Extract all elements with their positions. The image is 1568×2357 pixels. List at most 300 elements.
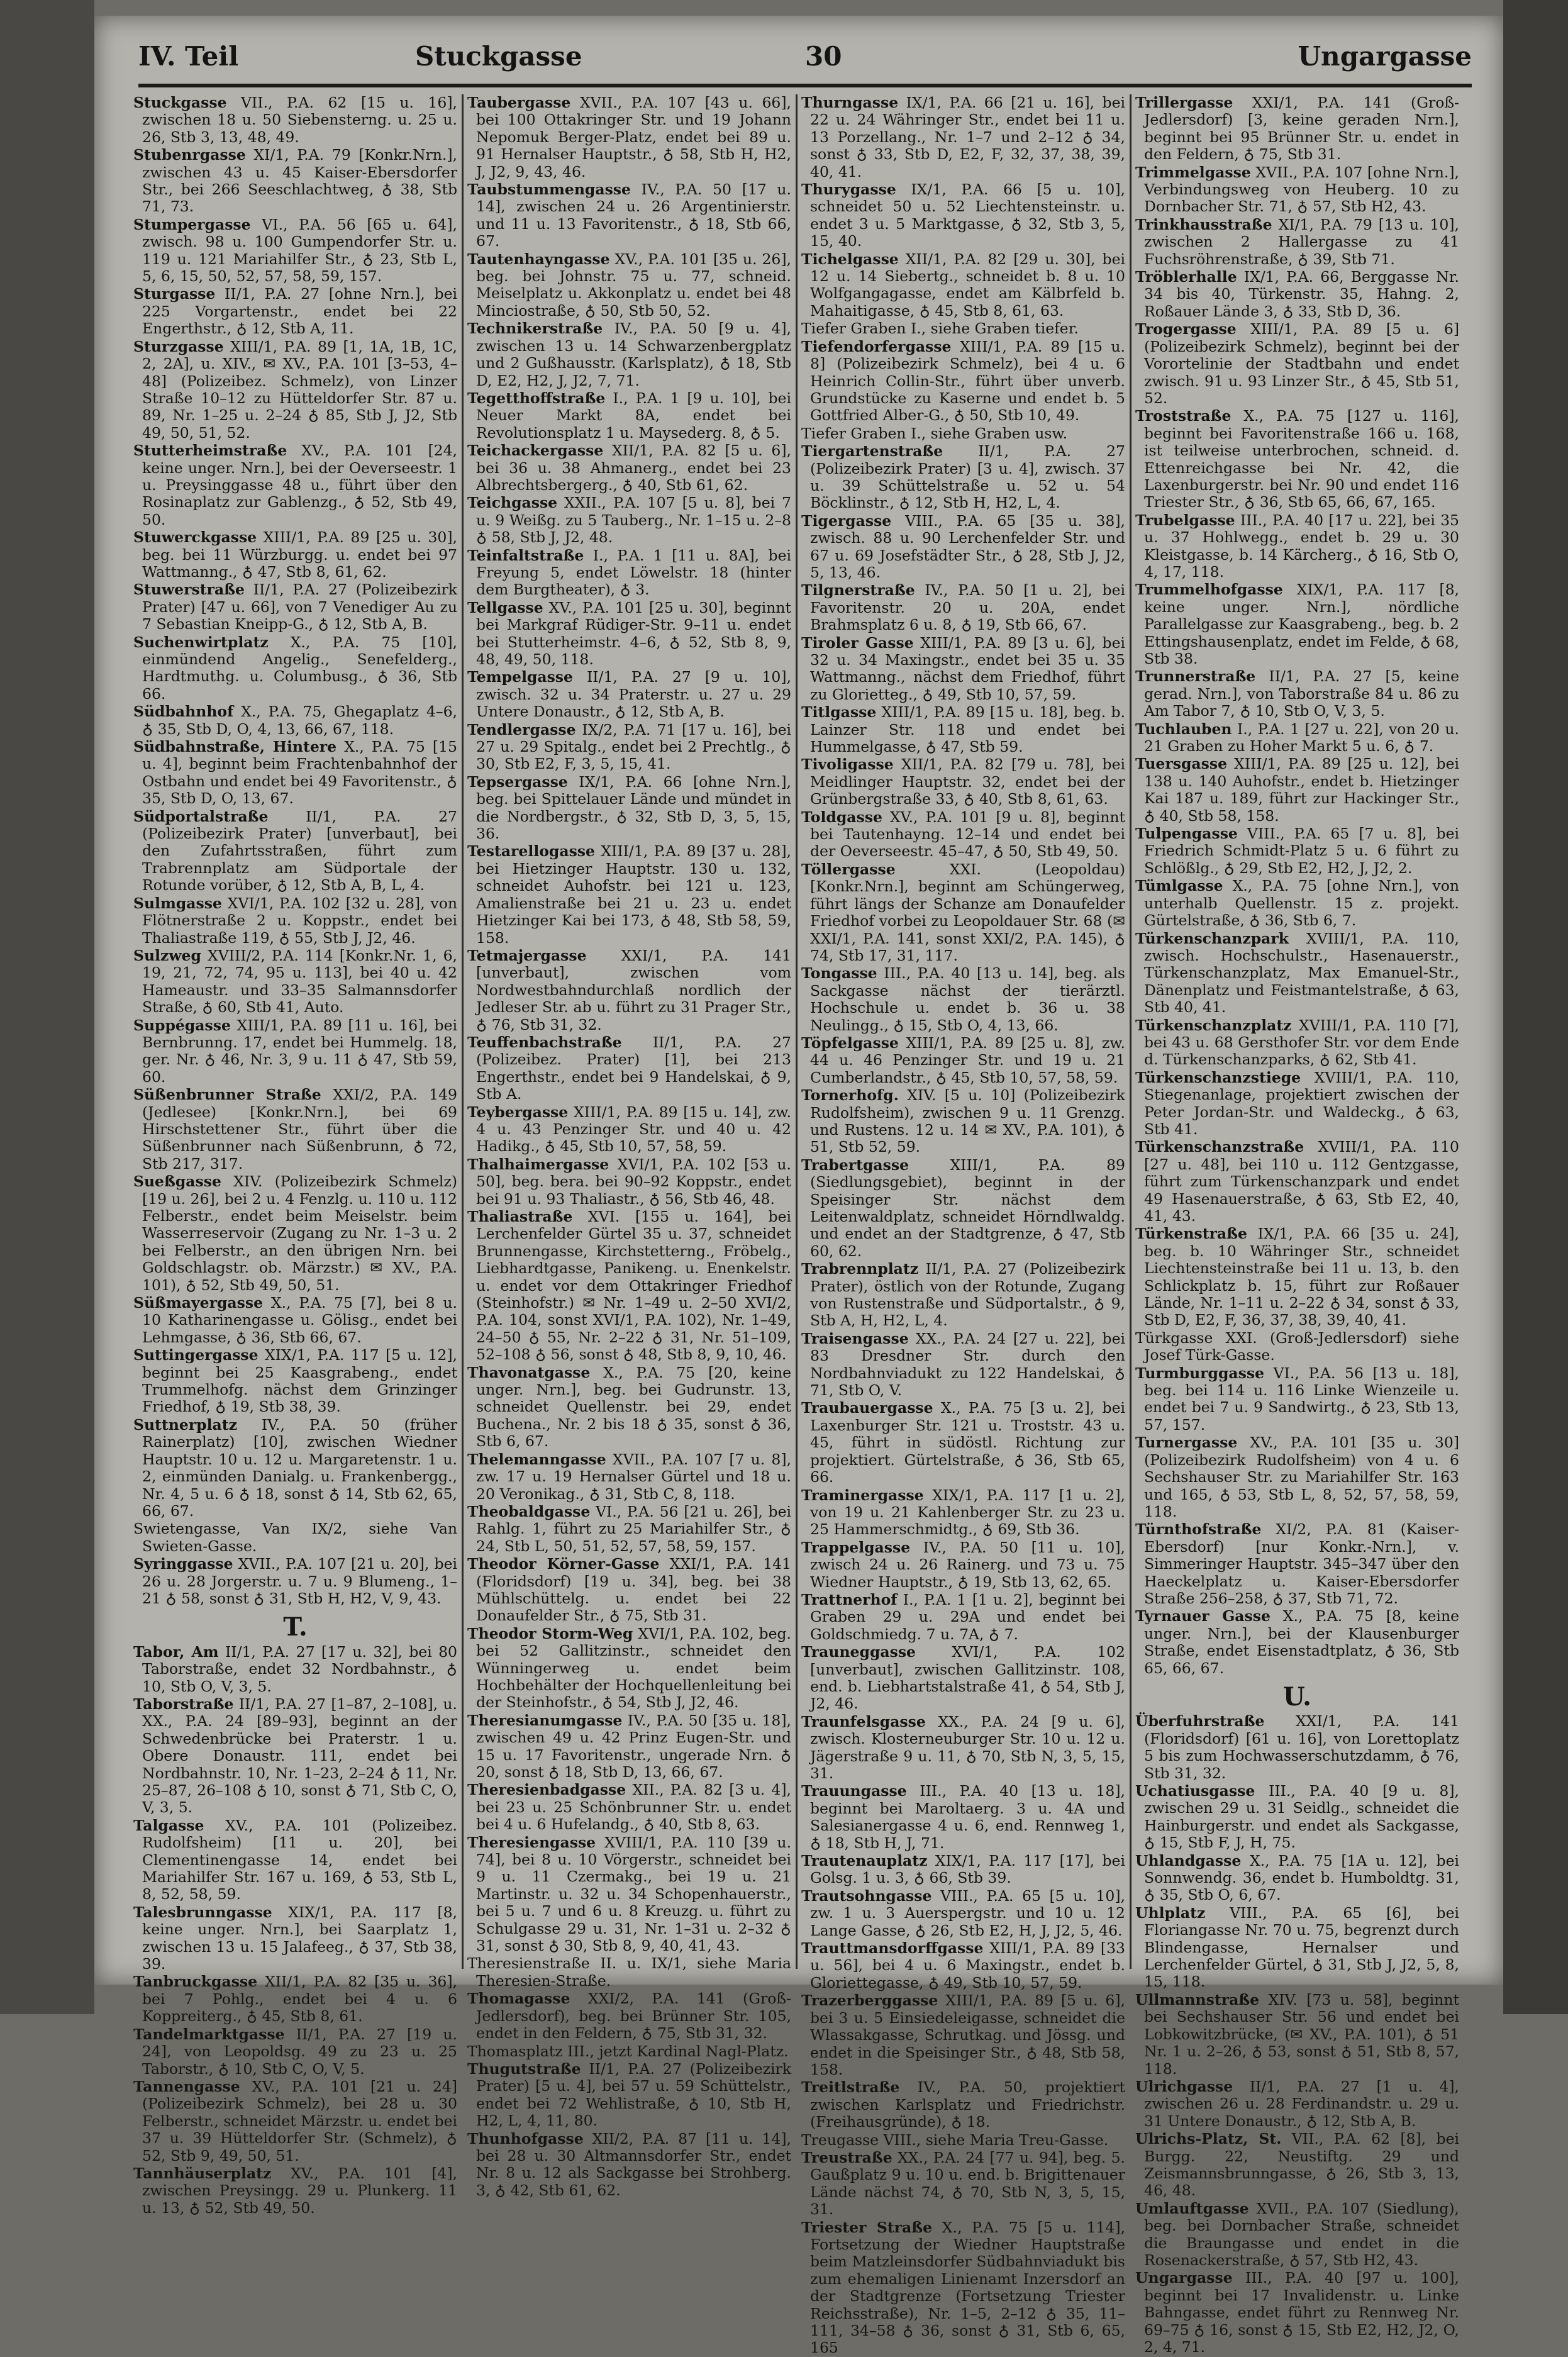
- street-name: Trillergasse: [1135, 94, 1233, 111]
- street-name: Stuckgasse: [133, 94, 227, 111]
- street-details: XV., P.A. 101 [21 u. 24] (Polizeibezirk Schmelz), bei 28 u. 30 Felberstr., schneidet Märzstr. u. endet bei 37 u. 39 Hütteldorfer Str. (Schmelz), ♁ 52, Stb 9, 49, 50, 51.: [142, 2077, 457, 2165]
- street-name: Töllergasse: [801, 860, 896, 878]
- street-entry: [1135, 164, 1459, 216]
- street-name: Troststraße: [1135, 407, 1232, 425]
- street-details: XIX/1, P.A. 117 [1 u. 2], von 19 u. 21 Kahlenberger Str. zu 23 u. 25 Hammerschmidtg., ♁ 69, Stb 36.: [810, 1486, 1125, 1539]
- street-entry: [133, 1644, 457, 1695]
- street-entry: [1135, 1521, 1459, 1607]
- street-details: VIII., P.A. 65 [5 u. 10], zw. 1 u. 3 Auerspergstr. und 10 u. 12 Lange Gasse, ♁ 26, Stb E2, H, J, J2, 5, 46.: [810, 1886, 1125, 1939]
- street-entry: [467, 599, 791, 669]
- street-details: IX/1, P.A. 66 [ohne Nrn.], beg. bei Spittelauer Lände und mündet in die Nordbergstr., ♁ 32, Stb D, 3, 5, 15, 36.: [476, 772, 791, 843]
- street-entry: [467, 1503, 791, 1555]
- street-entry: [133, 1086, 457, 1173]
- street-details: XIII/1, P.A. 89 [25 u. 30], beg. bei 11 Würzburgg. u. endet bei 97 Wattmanng., ♁ 47, Stb 8, 61, 62.: [142, 528, 457, 581]
- street-name: Traminergasse: [801, 1486, 924, 1504]
- street-details: III., P.A. 40 [13 u. 14], beg. als Sackgasse nächst der tierärztl. Hochschule u. endet b. 36 u. 38 Neulingg., ♁ 15, Stb O, 4, 13, 66.: [810, 964, 1125, 1034]
- street-name: Tannengasse: [133, 2077, 240, 2095]
- street-name: Trunnerstraße: [1135, 667, 1256, 686]
- street-entry: [1135, 1713, 1459, 1782]
- street-details: XXI/1, P.A. 141 [unverbaut], zwischen vom Nordwestbahndurchlaß nordlich der Jedleser Str. ab u. führt zu 31 Prager Str., ♁ 76, Stb 31, 32.: [476, 946, 791, 1034]
- street-details: I., P.A. 1 [11 u. 8A], bei Freyung 5, endet Löwelstr. 18 (hinter dem Burgtheater), ♁ 3.: [476, 546, 791, 599]
- street-details: X., P.A. 75 [15 u. 4], beginnt beim Frachtenbahnhof der Ostbahn und endet bei 49 Favoritenstr., ♁ 35, Stb D, O, 13, 67.: [142, 738, 457, 808]
- street-name: Tannhäuserplatz: [133, 2164, 272, 2182]
- street-entry: [133, 808, 457, 894]
- street-details: XIV. [73 u. 58], beginnt bei Sechshauser Str. 56 und endet bei Lobkowitzbrücke, (✉ XV., P.A. 101), ♁ 51 Nr. 1 u. 2–26, ♁ 53, sonst ♁ 51, Stb 8, 57, 118.: [1144, 1990, 1459, 2078]
- street-name: Trabertgasse: [801, 1156, 909, 1174]
- street-name: Suttingergasse: [133, 1346, 259, 1364]
- street-entry: [467, 1364, 791, 1451]
- street-name: Suppégasse: [133, 1016, 231, 1034]
- street-details: XIV. [5 u. 10] (Polizeibezirk Rudolfsheim), zwischen 9 u. 11 Grenzg. und Rustens. 12 u. 14 ✉ XV., P.A. 101), ♁ 51, Stb 52, 59.: [810, 1086, 1125, 1156]
- street-details: II/1, P.A. 27 [1 u. 4], zwischen 26 u. 28 Ferdinandstr. u. 29 u. 31 Untere Donaustr., ♁ 12, Stb A, B.: [1144, 2077, 1459, 2130]
- street-details: XVII., P.A. 107 [43 u. 66], bei 100 Ottakringer Str. und 19 Johann Nepomuk Berger-Platz, endet bei 89 u. 91 Hernalser Hauptstr., ♁ 58, Stb H, H2, J, J2, 9, 43, 46.: [476, 94, 791, 181]
- street-details: XIII/1, P.A. 89 [25 u. 12], bei 138 u. 140 Auhofstr., endet b. Hietzinger Kai 187 u. 189, führt zur Hackinger Str., ♁ 40, Stb 58, 158.: [1144, 755, 1459, 825]
- street-details: XIII/1, P.A. 89 [25 u. 8], zw. 44 u. 46 Penzinger Str. und 19 u. 21 Cumberlandstr., ♁ 45, Stb 10, 57, 58, 59.: [810, 1034, 1125, 1086]
- street-name: Trauttmansdorffgasse: [801, 1939, 984, 1958]
- street-entry: [801, 2079, 1125, 2131]
- street-name: Trummelhofgasse: [1135, 581, 1283, 599]
- street-details: XI/1, P.A. 79 [13 u. 10], zwischen 2 Hallergasse zu 41 Fuchsröhrenstraße, ♁ 39, Stb 71.: [1144, 215, 1459, 268]
- street-entry: [133, 1520, 457, 1555]
- street-details: IX/2, P.A. 71 [17 u. 16], bei 27 u. 29 Spitalg., endet bei 2 Prechtlg., ♁ 30, Stb E2, F, 3, 5, 15, 41.: [476, 720, 791, 773]
- street-entry: [467, 390, 791, 442]
- street-entry: [133, 703, 457, 738]
- street-entry: [1135, 1330, 1459, 1364]
- street-entry: [133, 2078, 457, 2165]
- street-name: Türkenschanzstiege: [1135, 1068, 1301, 1086]
- street-entry: [467, 2061, 791, 2130]
- street-details: X., P.A. 75 [127 u. 116], beginnt bei Favoritenstraße 166 u. 168, ist teilweise unterbrochen, schneid. d. Ettenreichgasse bei Nr. 42, die Laxenburgerstr. bei Nr. 90 und endet 116 Triester Str., ♁ 36, Stb 65, 66, 67, 165.: [1144, 407, 1459, 511]
- street-entry: [1135, 878, 1459, 929]
- street-entry: [133, 1973, 457, 2025]
- street-name: Ungargasse: [1135, 2269, 1233, 2287]
- street-details: I., P.A. 1 [1 u. 2], beginnt bei Graben 29 u. 29A und endet bei Goldschmiedg. 7 u. 7A, ♁ 7.: [810, 1590, 1125, 1643]
- street-entry: [467, 1556, 791, 1625]
- column-1: [133, 94, 457, 2217]
- page-header: [138, 41, 1472, 79]
- street-name: Treustraße: [801, 2148, 892, 2166]
- street-entry: [133, 2026, 457, 2078]
- street-name: Thomagasse: [467, 1990, 570, 2008]
- street-entry: [467, 547, 791, 599]
- street-name: Südportalstraße: [133, 807, 269, 825]
- street-name: Trauneggasse: [801, 1643, 916, 1661]
- street-details: IX/1, P.A. 66 [5 u. 10], schneidet 50 u. 52 Liechtensteinstr. u. endet 3 u. 5 Marktgasse, ♁ 32, Stb 3, 5, 15, 40.: [810, 181, 1125, 250]
- street-entry: [1135, 2270, 1459, 2356]
- street-details: IV., P.A. 50, projektiert zwischen Karlsplatz und Friedrichstr. (Freihausgründe), ♁ 18.: [810, 2078, 1125, 2131]
- street-name: Titlgasse: [801, 703, 877, 722]
- column-divider: [462, 94, 464, 1969]
- street-entry: [801, 1992, 1125, 2078]
- street-entry: [1135, 930, 1459, 1017]
- street-entry: [467, 1955, 791, 1990]
- street-name: Testarellogasse: [467, 842, 595, 861]
- street-entry: [133, 338, 457, 442]
- street-entry: [801, 861, 1125, 964]
- street-entry: [801, 443, 1125, 512]
- street-name: Tivoligasse: [801, 755, 894, 774]
- street-entry: [467, 774, 791, 843]
- street-details: IV., P.A. 50 (früher Rainerplatz) [10], zwischen Wiedner Hauptstr. 10 u. 12 u. Margaretenstr. 1 u. 2, einmünden Danialg. u. Frankenbergg., Nr. 4, 5 u. 6 ♁ 18, sonst ♁ 14, Stb 62, 65, 66, 67.: [142, 1415, 457, 1520]
- street-name: Theodor Storm-Weg: [467, 1624, 633, 1642]
- street-entry: [133, 1904, 457, 1973]
- street-name: Technikerstraße: [467, 320, 603, 338]
- street-name: Trazerberggasse: [801, 1992, 938, 2010]
- street-entry: [467, 1156, 791, 1208]
- street-entry: [801, 338, 1125, 425]
- street-details: XIII/1, P.A. 89 [1, 1A, 1B, 1C, 2, 2A], u. XIV., ✉ XV., P.A. 101 [3–53, 4–48] (Polizeibez. Schmelz), von Linzer Straße 10–12 zu Hütteldorfer Str. 87 u. 89, Nr. 1–25 u. 2–24 ♁ 85, Stb J, J2, Stb 49, 50, 51, 52.: [142, 337, 457, 442]
- street-name: Tempelgasse: [467, 668, 573, 686]
- street-details: XVIII/2, P.A. 114 [Konkr.Nr. 1, 6, 19, 21, 72, 74, 95 u. 113], bei 40 u. 42 Hameaustr. und 33–35 Salmannsdorfer Straße, ♁ 60, Stb 41, Auto.: [142, 946, 457, 1017]
- column-divider: [1130, 94, 1132, 1969]
- street-name: Sulzweg: [133, 946, 201, 964]
- street-details: II/1, P.A. 27 (Polizeibez. Prater) [1], bei 213 Engerthstr., endet bei 9 Handelskai, ♁ 9, Stb A.: [476, 1033, 791, 1103]
- street-entry: [801, 1087, 1125, 1156]
- street-name: Trappelgasse: [801, 1538, 911, 1556]
- section-letter: T.: [283, 1612, 308, 1642]
- street-entry: [1135, 1853, 1459, 1904]
- street-entry: [1135, 1069, 1459, 1139]
- street-entry: [1135, 755, 1459, 825]
- street-details: XVI/1, P.A. 102 [53 u. 50], beg. bera. bei 90–92 Koppstr., endet bei 91 u. 93 Thaliastr., ♁ 56, Stb 46, 48.: [476, 1155, 791, 1208]
- street-details: X., P.A. 75 [5 u. 114], Fortsetzung der Wiedner Hauptstraße beim Matzleinsdorfer Südbahnviadukt bis zum ehemaligen Linienamt Inzersdorf an der Stadtgrenze (Fortsetzung Triester Reichsstraße), Nr. 1–5, 2–12 ♁ 35, 11–111, 34–58 ♁ 36, sonst ♁ 31, Stb 6, 65, 165: [810, 2218, 1125, 2357]
- street-entry: [133, 581, 457, 633]
- street-entry: [467, 251, 791, 320]
- street-details: XVIII/1, P.A. 110 [27 u. 48], bei 110 u. 112 Gentzgasse, führt zum Türkenschanzpark und endet 49 Hasenauerstraße, ♁ 63, Stb E2, 40, 41, 43.: [1144, 1138, 1459, 1225]
- directory-page: [94, 16, 1503, 2357]
- street-name: Tornerhofg.: [801, 1086, 899, 1105]
- street-name: Thaliastraße: [467, 1208, 573, 1225]
- street-name: Uhlplatz: [1135, 1903, 1206, 1922]
- street-name: Uhlandgasse: [1135, 1851, 1242, 1869]
- street-entry: [1135, 1905, 1459, 1991]
- street-entry: [133, 1295, 457, 1346]
- column-divider: [796, 94, 798, 1969]
- street-entry: [467, 320, 791, 389]
- street-name: Theresianumgasse: [467, 1711, 623, 1729]
- street-name: Teichackergasse: [467, 442, 604, 460]
- street-name: Stubenrgasse: [133, 146, 246, 164]
- street-details: XVII., P.A. 107 (Siedlung), beg. bei Dornbacher Straße, schneidet die Braungasse und endet in die Rosenackerstraße, ♁ 57, Stb H2, 43.: [1144, 2199, 1459, 2269]
- street-name: Syringgasse: [133, 1555, 233, 1573]
- street-details: XI/1, P.A. 79 [Konkr.Nrn.], zwischen 43 u. 45 Kaiser-Ebersdorfer Str., bei 266 Seeschlachtweg, ♁ 38, Stb 71, 73.: [142, 146, 457, 216]
- street-name: Trauungasse: [801, 1782, 907, 1800]
- street-name: Tulpengasse: [1135, 825, 1238, 843]
- street-name: Traisengasse: [801, 1329, 909, 1347]
- street-entry: [133, 895, 457, 947]
- section-label: IV. Teil: [138, 41, 239, 72]
- street-details: VII., P.A. 62 [15 u. 16], zwischen 18 u. 50 Siebensterng. u. 25 u. 26, Stb 3, 13, 48, 49.: [142, 94, 457, 146]
- street-entry: [467, 181, 791, 250]
- street-entry: [1135, 581, 1459, 667]
- street-name: Tautenhayngasse: [467, 250, 610, 268]
- street-details: VIII., P.A. 65 [35 u. 38], zwisch. 88 u. 90 Lerchenfelder Str. und 67 u. 69 Josefstädter Str., ♁ 28, Stb J, J2, 5, 13, 46.: [810, 511, 1125, 581]
- street-details: XIII/1, P.A. 89 [15 u. 18], beg. b. Lainzer Str. 118 und endet bei Hummelgasse, ♁ 47, Stb 59.: [810, 703, 1125, 756]
- street-entry: [133, 1017, 457, 1086]
- street-entry: [801, 1330, 1125, 1400]
- street-entry: [467, 1104, 791, 1156]
- street-name: Tuersgasse: [1135, 755, 1228, 773]
- street-details: XIX/1, P.A. 117 [17], bei Golsg. 1 u. 3, ♁ 66, Stb 39.: [810, 1852, 1125, 1887]
- street-name: Theresiengasse: [467, 1833, 596, 1851]
- street-entry: [467, 494, 791, 546]
- street-name: Tabor, Am: [133, 1642, 219, 1661]
- street-name: Taubergasse: [467, 94, 571, 111]
- street-details: XVIII/1, P.A. 110, Stiegenanlage, projektiert zwischen der Peter Jordan-Str. und Waldeckg., ♁ 63, Stb 41.: [1144, 1068, 1459, 1138]
- street-name: Tiergartenstraße: [801, 442, 943, 460]
- street-details: III., P.A. 40 [97 u. 100], beginnt bei 17 Invalidenstr. u. Linke Bahngasse, endet führt zu Rennweg Nr. 69–75 ♁ 16, sonst ♁ 15, Stb E2, H2, J2, O, 2, 4, 71.: [1144, 2269, 1459, 2356]
- street-entry: [1135, 94, 1459, 164]
- street-name: Theobaldgasse: [467, 1502, 591, 1520]
- street-entry: [133, 147, 457, 216]
- street-name: Thalhaimergasse: [467, 1155, 609, 1173]
- street-entry: [467, 1781, 791, 1833]
- street-name: Südbahnhof: [133, 703, 234, 721]
- street-entry: [1135, 1434, 1459, 1520]
- street-details: X., P.A. 75, Ghegaplatz 4–6, ♁ 35, Stb D, O, 4, 13, 66, 67, 118.: [142, 703, 457, 738]
- street-details: XV., P.A. 101 (Polizeibez. Rudolfsheim) [11 u. 20], bei Clementinengasse 14, endet bei Mariahilfer Str. 167 u. 169, ♁ 53, Stb L, 8, 52, 58, 59.: [142, 1816, 457, 1903]
- street-name: Tuchlauben: [1135, 720, 1232, 738]
- street-entry: [801, 2149, 1125, 2219]
- street-details: XV., P.A. 101 [24, keine unger. Nrn.], bei der Oeverseestr. 1 u. Preysinggasse 48 u., führt über den Rosinaplatz zur Gablenzg., ♁ 52, Stb 49, 50.: [142, 442, 457, 528]
- street-name: Türkenschanzpark: [1135, 929, 1289, 947]
- column-4: [1135, 94, 1459, 2356]
- street-entry: [133, 1347, 457, 1416]
- street-entry: [1135, 269, 1459, 320]
- street-entry: [133, 94, 457, 146]
- header-rule: [138, 84, 1472, 87]
- street-entry: [467, 94, 791, 181]
- street-entry: [1135, 825, 1459, 877]
- street-name: Talgasse: [133, 1816, 204, 1834]
- street-name: Türkenschanzstraße: [1135, 1138, 1304, 1156]
- street-entry: [133, 947, 457, 1017]
- street-name: Ulrichs-Platz, St.: [1135, 2130, 1282, 2148]
- street-name: Tendlergasse: [467, 720, 576, 738]
- street-name: Tepsergasse: [467, 772, 568, 791]
- street-details: XVI. [155 u. 164], bei Lerchenfelder Gürtel 35 u. 37, schneidet Brunnengasse, Kirchstetterng., Fröbelg., Liebhardtgasse, Panikeng. u. Enenkelstr. u. endet vor dem Ottakringer Friedhof (Steinhofstr.) ✉ Nr. 1–49 u. 2–50 XVI/2, P.A. 104, sonst XVI/1, P.A. 102), Nr. 1–49, 24–50 ♁ 55, Nr. 2–22 ♁ 31, Nr. 51–109, 52–108 ♁ 56, sonst ♁ 48, Stb 8, 9, 10, 46.: [476, 1208, 791, 1364]
- street-details: XVIII/1, P.A. 110 [39 u. 74], bei 8 u. 10 Vörgerstr., schneidet bei 9 u. 11 Czermakg., bei 19 u. 21 Martinstr. u. 32 u. 34 Schopenhauerstr., bei 5 u. 7 und 6 u. 8 Kreuzg. u. führt zu Schulgasse 29 u. 31, Nr. 1–31 u. 2–32 ♁ 31, sonst ♁ 30, Stb 8, 9, 40, 41, 43.: [476, 1833, 791, 1955]
- street-details: XIV. (Polizeibezirk Schmelz) [19 u. 26], bei 2 u. 4 Fenzlg. u. 110 u. 112 Felberstr., endet beim Meiselstr. beim Wasserreservoir (Zugang zu Nr. 1–3 u. 2 bei Felberstr., an den übrigen Nrn. bei Goldschlagstr. ob. Märzstr.) ✉ XV., P.A. 101), ♁ 52, Stb 49, 50, 51.: [142, 1173, 457, 1294]
- street-name: Teichgasse: [467, 494, 558, 512]
- street-entry: [133, 216, 457, 286]
- street-name: Sueßgasse: [133, 1173, 221, 1191]
- street-details: II/1, P.A. 27 (Polizeibezirk Prater) [5 u. 4], bei 57 u. 59 Schüttelstr., endet bei 72 Wehlistraße, ♁ 10, Stb H, H2, L, 4, 11, 80.: [476, 2059, 791, 2130]
- street-name: Trinkhausstraße: [1135, 215, 1272, 233]
- street-details: II/1, P.A. 27 [17 u. 32], bei 80 Taborstraße, endet 32 Nordbahnstr., ♁ 10, Stb O, V, 3, 5.: [142, 1642, 457, 1695]
- street-entry: [467, 1712, 791, 1781]
- street-entry: [801, 320, 1125, 337]
- street-name: Tongasse: [801, 964, 877, 983]
- street-details: X., P.A. 75 [10], einmündend Angelig., Senefelderg., Hardtmuthg. u. Columbusg., ♁ 36, Stb 66.: [142, 633, 457, 703]
- street-entry: [133, 442, 457, 528]
- street-name: Turmburggasse: [1135, 1364, 1265, 1382]
- street-entry: [133, 1696, 457, 1817]
- street-name: Sturgasse: [133, 285, 216, 303]
- street-name: Tanbruckgasse: [133, 1973, 258, 1991]
- street-name: Tyrnauer Gasse: [1135, 1607, 1271, 1625]
- street-name: Suchenwirtplatz: [133, 633, 269, 651]
- street-name: Stutterheimstraße: [133, 442, 287, 460]
- street-name: Teinfaltstraße: [467, 546, 584, 564]
- section-letter: U.: [1282, 1681, 1312, 1712]
- street-details: XIII/1, P.A. 89 [5 u. 6], bei 3 u. 5 Einsiedeleigasse, schneidet die Wlassakgasse, Schrutkag. und Jössg. und endet in die Speisinger Str., ♁ 48, Stb 58, 158.: [810, 1992, 1125, 2078]
- street-entry: [801, 181, 1125, 250]
- street-name: Tigergasse: [801, 511, 892, 530]
- street-details: VI., P.A. 56 [65 u. 64], zwisch. 98 u. 100 Gumpendorfer Str. u. 119 u. 121 Mariahilfer Str., ♁ 23, Stb L, 5, 6, 15, 50, 52, 57, 58, 59, 157.: [142, 215, 457, 286]
- street-entry: [467, 669, 791, 720]
- street-entry: [801, 1261, 1125, 1330]
- street-name: Thurygasse: [801, 181, 896, 199]
- street-details: VIII., P.A. 65 [6], bei Floriangasse Nr. 70 u. 75, begrenzt durch Blindengasse, Hernalser und Lerchenfelder Gürtel, ♁ 31, Stb J, J2, 5, 8, 15, 118.: [1144, 1903, 1459, 1991]
- page-number: 30: [805, 41, 842, 72]
- street-details: Tiefer Graben I., siehe Graben tiefer.: [801, 320, 1079, 338]
- street-name: Türnthofstraße: [1135, 1520, 1262, 1539]
- street-details: XX., P.A. 24 [9 u. 6], zwisch. Klosterneuburger Str. 10 u. 12 u. Jägerstraße 9 u. 11, ♁ 70, Stb N, 3, 5, 15, 31.: [810, 1712, 1125, 1782]
- street-name: Theresienbadgasse: [467, 1781, 626, 1799]
- street-entry: [1135, 1365, 1459, 1434]
- street-details: XII/2, P.A. 87 [11 u. 14], bei 28 u. 30 Altmannsdorfer Str., endet Nr. 8 u. 12 als Sackgasse bei Strohberg. 3, ♁ 42, Stb 61, 62.: [476, 2129, 791, 2199]
- street-entry: [1135, 721, 1459, 755]
- street-details: Tiefer Graben I., siehe Graben usw.: [801, 424, 1068, 442]
- street-details: XXI/2, P.A. 141 (Groß-Jedlersdorf), beg. bei Brünner Str. 105, endet in den Feldern, ♁ 75, Stb 31, 32.: [476, 1990, 791, 2042]
- street-entry: [1135, 1608, 1459, 1677]
- street-name: Trogergasse: [1135, 320, 1237, 338]
- street-entry: [801, 1035, 1125, 1086]
- street-details: Treugasse VIII., siehe Maria Treu-Gasse.: [801, 2131, 1109, 2149]
- street-details: XVI/1, P.A. 102 [32 u. 28], von Flötnerstraße 2 u. Koppstr., endet bei Thaliastraße 119, ♁ 55, Stb J, J2, 46.: [142, 894, 457, 947]
- street-name: Süßmayergasse: [133, 1294, 264, 1312]
- street-name: Thunhofgasse: [467, 2129, 584, 2148]
- street-details: XX., P.A. 24 [27 u. 22], bei 83 Dresdner Str. durch den Nordbahnviadukt zu 122 Handelskai, ♁ 71, Stb O, V.: [810, 1329, 1125, 1400]
- street-details: XV., P.A. 101 [35 u. 30] (Polizeibezirk Rudolfsheim) von 4 u. 6 Sechshauser Str. zu Mariahilfer Str. 163 und 165, ♁ 53, Stb L, 8, 52, 57, 58, 59, 118.: [1144, 1434, 1459, 1520]
- street-entry: [801, 635, 1125, 704]
- street-details: XV., P.A. 101 [25 u. 30], beginnt bei Markgraf Rüdiger-Str. 9–11 u. endet bei Stutterheimstr. 4–6, ♁ 52, Stb 8, 9, 48, 49, 50, 118.: [476, 598, 791, 668]
- street-details: II/1, P.A. 27 (Polizeibezirk Prater) [unverbaut], bei den Zufahrtsstraßen, führt zum Trabrennplatz am Südportale der Rotunde vorüber, ♁ 12, Stb A, B, L, 4.: [142, 807, 457, 894]
- street-name: Treitlstraße: [801, 2078, 900, 2097]
- street-details: Theresienstraße II. u. IX/1, siehe Maria Theresien-Straße.: [467, 1954, 791, 1990]
- street-name: Thavonatgasse: [467, 1363, 591, 1381]
- street-details: XV., P.A. 101 [9 u. 8], beginnt bei Tautenhayng. 12–14 und endet bei der Oeverseestr. 45–47, ♁ 50, Stb 49, 50.: [810, 808, 1125, 861]
- street-entry: [133, 2165, 457, 2217]
- street-entry: [133, 634, 457, 703]
- street-name: Tichelgasse: [801, 250, 899, 268]
- street-details: XXI. (Leopoldau) [Konkr.Nrn.], beginnt am Schüngerweg, führt längs der Schanze am Donaufelder Friedhof vorbei zu Leopoldauer Str. 68 (✉ XXI/1, P.A. 141, sonst XXI/2, P.A. 145), ♁ 74, Stb 17, 31, 117.: [810, 860, 1125, 964]
- street-details: XXII., P.A. 107 [5 u. 8], bei 7 u. 9 Weißg. zu 5 Tauberg., Nr. 1–15 u. 2–8 ♁ 58, Stb J, J2, 48.: [476, 494, 791, 547]
- street-entry: [801, 1783, 1125, 1852]
- street-details: IV., P.A. 50 [1 u. 2], bei Favoritenstr. 20 u. 20A, endet Brahmsplatz 6 u. 8, ♁ 19, Stb 66, 67.: [810, 581, 1125, 634]
- street-name: Teuffenbachstraße: [467, 1033, 622, 1051]
- street-details: III., P.A. 40 [9 u. 8], zwischen 29 u. 31 Seidlg., schneidet die Hainburgerstr. und endet als Sackgasse, ♁ 15, Stb F, J, H, 75.: [1144, 1782, 1459, 1852]
- street-entry: [801, 251, 1125, 320]
- street-entry: [801, 756, 1125, 808]
- street-name: Trattnerhof: [801, 1590, 898, 1608]
- street-details: XIX/1, P.A. 117 [8, keine unger. Nrn.], bei Saarplatz 1, zwischen 13 u. 15 Jalafeeg., ♁ 37, Stb 38, 39.: [142, 1903, 457, 1973]
- street-entry: [801, 94, 1125, 181]
- street-details: X., P.A. 75 [1A u. 12], bei Sonnwendg. 36, endet b. Humboldtg. 31, ♁ 35, Stb O, 6, 67.: [1144, 1851, 1459, 1904]
- street-name: Töpfelgasse: [801, 1034, 899, 1052]
- street-name: Sulmgasse: [133, 894, 222, 912]
- street-name: Suttnerplatz: [133, 1415, 237, 1434]
- scan-edge-right: [1503, 0, 1568, 2014]
- street-details: III., P.A. 40 [17 u. 22], bei 35 u. 37 Hohlwegg., endet b. 29 u. 30 Kleistgasse, b. 14 Kärcherg., ♁ 16, Stb O, 4, 17, 118.: [1144, 511, 1459, 581]
- last-street: Ungargasse: [1298, 41, 1472, 72]
- street-name: Trautenauplatz: [801, 1852, 928, 1870]
- street-name: Überfuhrstraße: [1135, 1712, 1265, 1730]
- street-entry: [467, 1625, 791, 1712]
- street-details: XVIII/1, P.A. 110 [7], bei 43 u. 68 Gersthofer Str. vor dem Ende d. Türkenschanzparks, ♁ 62, Stb 41.: [1144, 1016, 1459, 1069]
- street-details: XII/1, P.A. 82 [29 u. 30], bei 12 u. 14 Siebertg., schneidet b. 8 u. 10 Wolfgangagasse, endet am Kälbrfeld b. Mahaitigasse, ♁ 45, Stb 8, 61, 63.: [810, 250, 1125, 320]
- street-entry: [467, 843, 791, 946]
- street-entry: [467, 1034, 791, 1103]
- street-details: IV., P.A. 50 [35 u. 18], zwischen 49 u. 42 Prinz Eugen-Str. und 15 u. 17 Favoritenstr., ungerade Nrn. ♁ 20, sonst ♁ 18, Stb D, 13, 66, 67.: [476, 1711, 791, 1781]
- street-details: X., P.A. 75 [3 u. 2], bei Laxenburger Str. 121 u. Troststr. 43 u. 45, führt in südöstl. Richtung zur projektiert. Gürtelstraße, ♁ 36, Stb 65, 66.: [810, 1399, 1125, 1486]
- street-details: XIII/1, P.A. 89 [37 u. 28], bei Hietzinger Hauptstr. 130 u. 132, schneidet Auhofstr. bei 121 u. 123, Amalienstraße bei 21 u. 23 u. endet Hietzinger Kai bei 173, ♁ 48, Stb 58, 59, 158.: [476, 842, 791, 947]
- street-entry: [1135, 1139, 1459, 1225]
- street-name: Tilgnerstraße: [801, 581, 915, 599]
- street-entry: [133, 529, 457, 581]
- street-details: IX/1, P.A. 66, Berggasse Nr. 34 bis 40, Türkenstr. 35, Hahng. 2, Roßauer Lände 3, ♁ 33, Stb D, 36.: [1144, 268, 1459, 320]
- street-details: XXI/1, P.A. 141 (Groß-Jedlersdorf) [3, keine geraden Nrn.], beginnt bei 95 Brünner Str. u. endet in den Feldern, ♁ 75, Stb 31.: [1144, 94, 1459, 164]
- street-entry: [1135, 1783, 1459, 1852]
- street-details: II/1, P.A. 27 (Polizeibezirk Prater), östlich von der Rotunde, Zugang von Rustenstraße und Südportalstr., ♁ 9, Stb A, H, H2, L, 4.: [810, 1260, 1125, 1330]
- street-name: Trimmelgasse: [1135, 163, 1251, 181]
- street-details: VI., P.A. 56 [21 u. 26], bei Rahlg. 1, führt zu 25 Mariahilfer Str., ♁ 24, Stb L, 50, 51, 52, 57, 58, 59, 157.: [476, 1502, 791, 1555]
- street-details: XI/2, P.A. 81 (Kaiser-Ebersdorf) [nur Konkr.-Nrn.], v. Simmeringer Hauptstr. 345–347 über den Haeckelplatz u. Kaiser-Ebersdorfer Straße 256–258, ♁ 37, Stb 71, 72.: [1144, 1520, 1459, 1607]
- street-name: Tetmajergasse: [467, 946, 587, 964]
- street-details: XVII., P.A. 107 [21 u. 20], bei 26 u. 28 Jorgerstr. u. 7 u. 9 Blumeng., 1–21 ♁ 58, sonst ♁ 31, Stb H, H2, V, 9, 43.: [142, 1555, 457, 1607]
- street-entry: [1135, 1225, 1459, 1329]
- street-name: Uchatiusgasse: [1135, 1782, 1255, 1800]
- street-details: I., P.A. 1 [27 u. 22], von 20 u. 21 Graben zu Hoher Markt 5 u. 6, ♁ 7.: [1144, 720, 1459, 755]
- street-entry: [133, 1173, 457, 1294]
- street-details: XIII/1, P.A. 89 [15 u. 14], zw. 4 u. 43 Penzinger Str. und 40 u. 42 Hadikg., ♁ 45, Stb 10, 57, 58, 59.: [476, 1103, 791, 1156]
- street-details: I., P.A. 1 [9 u. 10], bei Neuer Markt 8A, endet bei Revolutionsplatz 1 u. Maysederg. 8, ♁ 5.: [476, 389, 791, 442]
- street-entry: [801, 425, 1125, 442]
- street-entry: [467, 2131, 791, 2200]
- street-entry: [467, 442, 791, 494]
- street-details: VIII., P.A. 65 [7 u. 8], bei Friedrich Schmidt-Platz 5 u. 6 führt zu Schlößlg., ♁ 29, Stb E2, H2, J, J2, 2.: [1144, 825, 1459, 877]
- street-details: II/1, P.A. 27 (Polizeibezirk Prater) [3 u. 4], zwisch. 37 u. 39 Schüttelstraße u. 52 u. 54 Böcklinstr., ♁ 12, Stb H, H2, L, 4.: [810, 442, 1125, 512]
- street-details: XX., P.A. 24 [77 u. 94], beg. 5. Gaußplatz 9 u. 10 u. end. b. Brigittenauer Lände nächst 74, ♁ 70, Stb N, 3, 5, 15, 31.: [810, 2148, 1125, 2219]
- street-details: XII/1, P.A. 82 [79 u. 78], bei Meidlinger Hauptstr. 32, endet bei der Grünbergstraße 33, ♁ 40, Stb 8, 61, 63.: [810, 755, 1125, 808]
- street-details: XIII/1, P.A. 89 [15 u. 8] (Polizeibezirk Schmelz), bei 4 u. 6 Heinrich Collin-Str., führt über unverb. Grundstücke zu Kaserne und endet b. 5 Gottfried Alber-G., ♁ 50, Stb 10, 49.: [810, 337, 1125, 425]
- street-name: Thelemanngasse: [467, 1450, 606, 1468]
- street-name: Tröblerhalle: [1135, 268, 1237, 286]
- street-name: Tiefendorfergasse: [801, 337, 952, 355]
- street-name: Thurngasse: [801, 94, 899, 111]
- street-details: XIII/1, P.A. 89 [11 u. 16], bei Bernbrunng. 17, endet bei Hummelg. 18, ger. Nr. ♁ 46, Nr. 3, 9 u. 11 ♁ 47, Stb 59, 60.: [142, 1016, 457, 1086]
- street-details: XVII., P.A. 107 [7 u. 8], zw. 17 u. 19 Hernalser Gürtel und 18 u. 20 Veronikag., ♁ 31, Stb C, 8, 118.: [476, 1450, 791, 1503]
- street-entry: [801, 1487, 1125, 1539]
- street-name: Stuwerstraße: [133, 581, 245, 599]
- street-entry: [801, 2219, 1125, 2357]
- street-name: Talesbrunngasse: [133, 1903, 272, 1921]
- street-name: Ullmannstraße: [1135, 1990, 1260, 2009]
- street-details: XIII/1, P.A. 89 [3 u. 6], bei 32 u. 34 Maxingstr., endet bei 35 u. 35 Wattmanng., nächst dem Friedhof, führt zu Glorietteg., ♁ 49, Stb 10, 57, 59.: [810, 633, 1125, 703]
- street-entry: [1135, 408, 1459, 511]
- street-name: Trubelgasse: [1135, 511, 1235, 529]
- street-entry: [467, 947, 791, 1034]
- street-details: Türkgasse XXI. (Groß-Jedlersdorf) siehe Josef Türk-Gasse.: [1135, 1329, 1459, 1364]
- street-details: XII/1, P.A. 82 [35 u. 36], bei 7 Pohlg., endet bei 4 u. 6 Koppreiterg., ♁ 45, Stb 8, 61.: [142, 1973, 457, 2025]
- street-details: XVI/1, P.A. 102, beg. bei 52 Gallitzinstr., schneidet den Wünningerweg u. endet beim Hochbehälter der Hochquellenleitung bei der Steinhofstr., ♁ 54, Stb J, J2, 46.: [476, 1624, 792, 1712]
- street-details: X., P.A. 75 [8, keine unger. Nrn.], bei der Klausenburger Straße, endet Eisenstadtplatz, ♁ 36, Stb 65, 66, 67.: [1144, 1607, 1459, 1677]
- street-name: Tümlgasse: [1135, 877, 1223, 895]
- street-name: Thugutstraße: [467, 2059, 581, 2078]
- street-entry: [801, 809, 1125, 861]
- street-name: Turnergasse: [1135, 1434, 1238, 1452]
